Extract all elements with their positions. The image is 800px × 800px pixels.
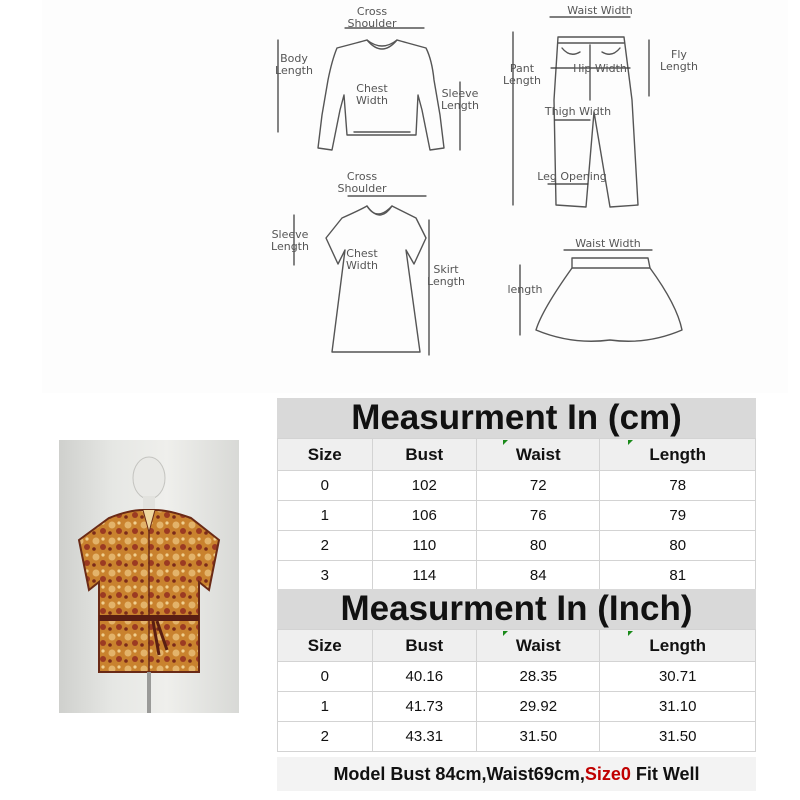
cell-waist: 29.92	[477, 692, 600, 722]
cell-length: 31.50	[600, 722, 756, 752]
product-photo	[59, 440, 239, 713]
cm-table-title: Measurment In (cm)	[277, 398, 756, 438]
cell-size: 1	[278, 501, 373, 531]
label-dress-cross-shoulder: Cross Shoulder	[337, 170, 387, 195]
inch-header-row	[278, 630, 756, 662]
cell-length: 78	[600, 471, 756, 501]
dress-sketch	[326, 206, 426, 352]
table-row	[278, 692, 756, 722]
label-thigh-width: Thigh Width	[544, 105, 612, 118]
label-fly-length: Fly Length	[660, 48, 698, 73]
cell-waist: 80	[477, 531, 600, 561]
cell-length: 81	[600, 561, 756, 591]
cell-waist: 28.35	[477, 662, 600, 692]
cell-marker-icon	[628, 631, 633, 636]
cell-bust: 43.31	[372, 722, 477, 752]
measurement-diagrams	[42, 0, 788, 393]
label-skirt-waist-width: Waist Width	[575, 237, 641, 250]
cell-bust: 40.16	[372, 662, 477, 692]
cell-size: 0	[278, 471, 373, 501]
label-hip-width: Hip Width	[573, 62, 627, 75]
inch-size-table	[277, 629, 756, 752]
header-size: Size	[278, 439, 373, 471]
model-fit-note	[277, 757, 756, 791]
cell-bust: 102	[372, 471, 477, 501]
cm-header-row	[278, 439, 756, 471]
label-pant-length: Pant Length	[503, 62, 541, 87]
cell-bust: 114	[372, 561, 477, 591]
fit-note-size-highlight: Size0	[584, 764, 631, 784]
cell-length: 30.71	[600, 662, 756, 692]
header-size: Size	[278, 630, 373, 662]
label-leg-opening: Leg Opening	[537, 170, 607, 183]
cell-marker-icon	[503, 440, 508, 445]
label-dress-chest-width: Chest Width	[346, 247, 378, 272]
table-row	[278, 501, 756, 531]
label-skirt-length: length	[507, 283, 543, 296]
cell-size: 0	[278, 662, 373, 692]
cell-size: 3	[278, 561, 373, 591]
table-row	[278, 471, 756, 501]
product-photo-panel	[42, 398, 274, 798]
cell-marker-icon	[503, 631, 508, 636]
header-bust: Bust	[372, 439, 477, 471]
table-row	[278, 722, 756, 752]
cell-waist: 31.50	[477, 722, 600, 752]
cell-bust: 41.73	[372, 692, 477, 722]
cell-length: 79	[600, 501, 756, 531]
header-waist: Waist	[477, 439, 600, 471]
cell-size: 2	[278, 531, 373, 561]
cm-size-table	[277, 438, 756, 591]
cell-bust: 106	[372, 501, 477, 531]
cell-waist: 84	[477, 561, 600, 591]
cell-length: 31.10	[600, 692, 756, 722]
table-row	[278, 531, 756, 561]
fit-note-prefix: Model Bust 84cm,Waist69cm,	[333, 764, 585, 784]
label-sleeve-length: Sleeve Length	[441, 87, 479, 112]
fit-note-suffix: Fit Well	[630, 764, 700, 784]
label-body-length: Body Length	[275, 52, 313, 77]
cell-length: 80	[600, 531, 756, 561]
label-cross-shoulder: Cross Shoulder	[347, 5, 397, 30]
header-length: Length	[600, 630, 756, 662]
table-row	[278, 662, 756, 692]
cell-bust: 110	[372, 531, 477, 561]
header-bust: Bust	[372, 630, 477, 662]
header-waist: Waist	[477, 630, 600, 662]
label-skirt-length: Skirt Length	[427, 263, 465, 288]
label-dress-sleeve-length: Sleeve Length	[271, 228, 309, 253]
cell-waist: 72	[477, 471, 600, 501]
label-chest-width: Chest Width	[356, 82, 388, 107]
label-waist-width: Waist Width	[567, 4, 633, 17]
cell-marker-icon	[628, 440, 633, 445]
cell-size: 1	[278, 692, 373, 722]
table-row	[278, 561, 756, 591]
cell-waist: 76	[477, 501, 600, 531]
inch-table-title: Measurment In (Inch)	[277, 589, 756, 629]
cell-size: 2	[278, 722, 373, 752]
skirt-sketch	[536, 258, 682, 341]
header-length: Length	[600, 439, 756, 471]
